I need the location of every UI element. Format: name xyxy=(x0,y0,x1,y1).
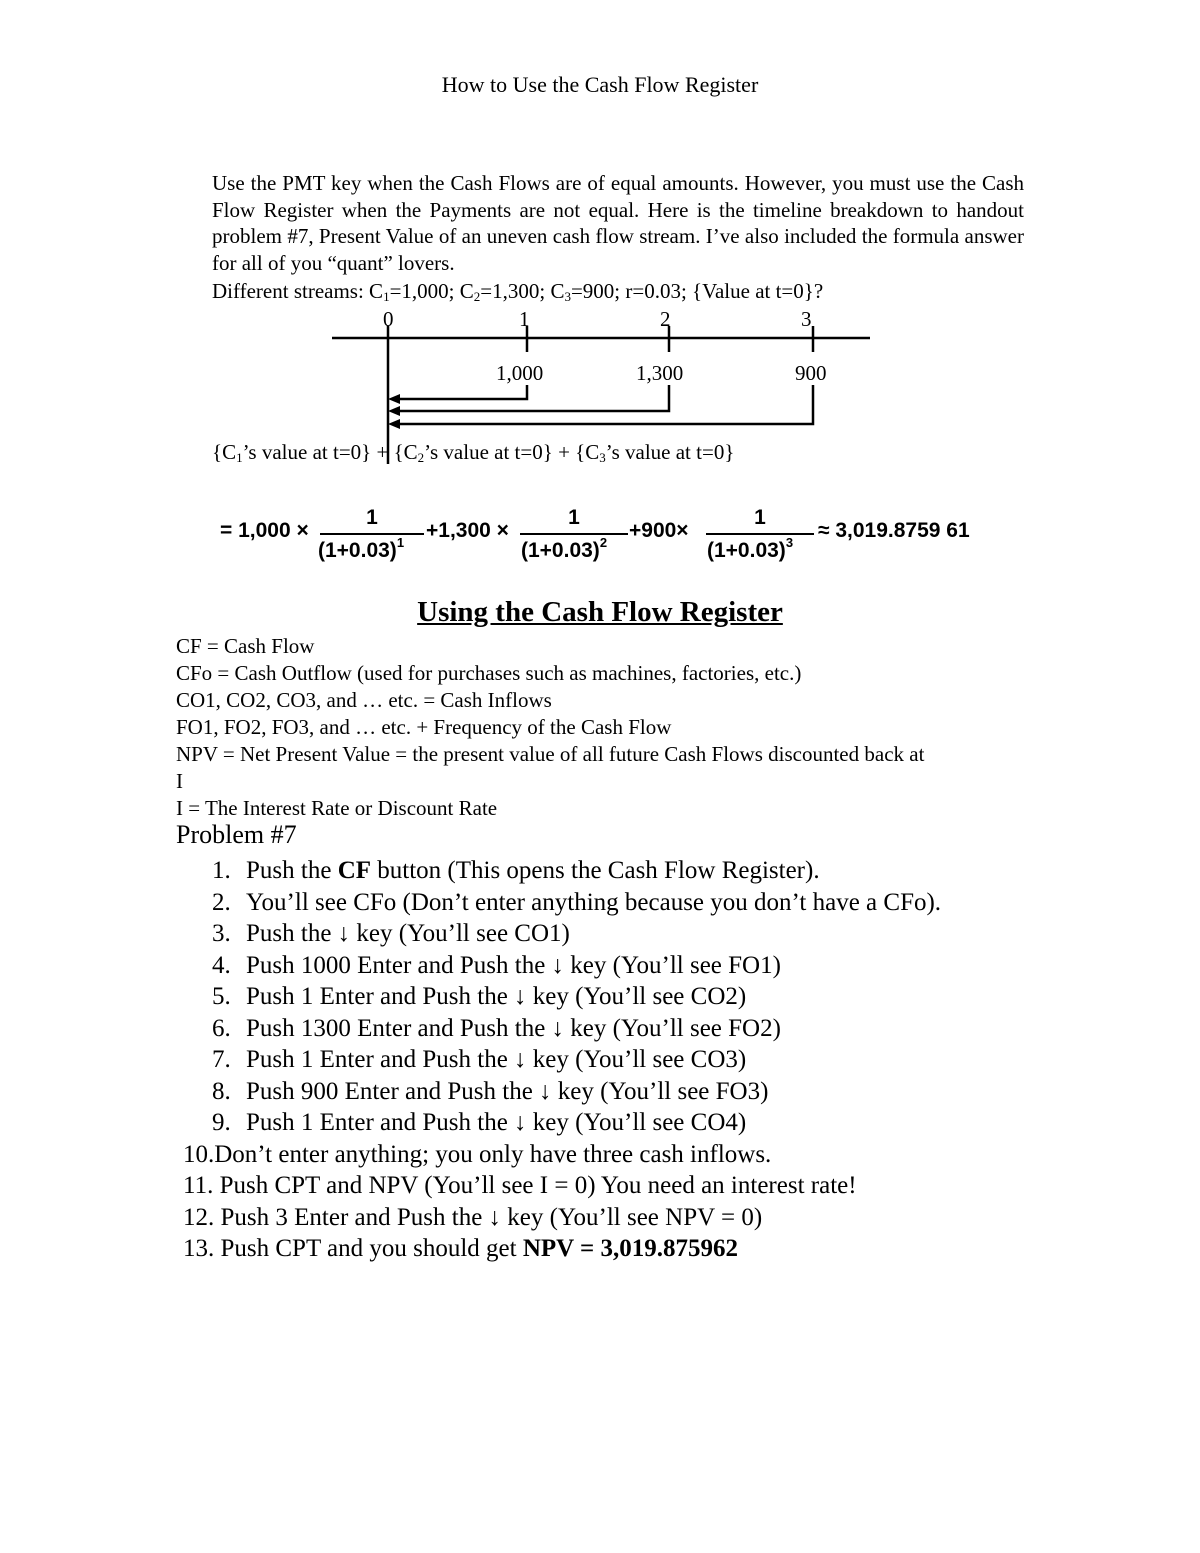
arrowhead-c3 xyxy=(388,419,400,429)
frac2-numerator: 1 xyxy=(568,506,580,529)
step-11: 11. Push CPT and NPV (You’ll see I = 0) You need an interest rate! xyxy=(183,1172,857,1199)
step-7 xyxy=(212,1044,1112,1076)
period-label-1: 1 xyxy=(519,307,530,331)
step-1-text-a: Push the xyxy=(246,857,338,884)
amount-label-1: 1,000 xyxy=(496,361,544,385)
definition-cfo: CFo = Cash Outflow (used for purchases such as machines, factories, etc.) xyxy=(176,661,802,685)
step-5-text: Push 1 Enter and Push the ↓ key (You’ll see CO2) xyxy=(246,983,747,1010)
frac3-numerator: 1 xyxy=(754,506,766,529)
streams-lead: Different streams: C xyxy=(212,279,384,303)
arrow-c1-path xyxy=(394,385,527,399)
step-4-text: Push 1000 Enter and Push the ↓ key (You’ll see FO1) xyxy=(246,951,781,979)
step-8-number: 8. xyxy=(212,1077,231,1105)
step-9-number: 9. xyxy=(212,1109,231,1136)
sum-line xyxy=(212,440,734,465)
frac1-numerator: 1 xyxy=(366,506,378,529)
period-label-3: 3 xyxy=(801,307,812,331)
sum-sub-1: 1 xyxy=(236,450,243,465)
amount-label-3: 900 xyxy=(795,361,827,385)
period-label-2: 2 xyxy=(660,307,671,331)
step-2 xyxy=(212,887,1112,919)
step-3-text: Push the ↓ key (You’ll see CO1) xyxy=(246,920,570,947)
definition-interest: I = The Interest Rate or Discount Rate xyxy=(176,796,498,820)
step-13-npv-bold: NPV = 3,019.875962 xyxy=(522,1235,739,1262)
step-7-number: 7. xyxy=(212,1046,231,1073)
step-2-number: 2. xyxy=(212,888,231,916)
step-6-number: 6. xyxy=(212,1014,231,1042)
frac2-bar xyxy=(520,533,628,535)
section-title: Using the Cash Flow Register xyxy=(417,596,783,628)
problem-title: Problem #7 xyxy=(176,820,297,849)
step-8-text: Push 900 Enter and Push the ↓ key (You’ll see FO3) xyxy=(246,1077,769,1105)
formula-eq: = 1,000 × xyxy=(220,519,309,542)
frac3-denominator xyxy=(707,535,794,563)
frac3-bar xyxy=(706,533,814,535)
step-12: 12. Push 3 Enter and Push the ↓ key (You’ll see NPV = 0) xyxy=(183,1203,763,1231)
sum-part-1: {C xyxy=(212,440,237,464)
step-8 xyxy=(212,1076,1112,1108)
timeline-diagram xyxy=(0,0,1200,480)
sum-part-3: ’s value at t=0} + {C xyxy=(424,440,600,464)
step-5-number: 5. xyxy=(212,983,231,1010)
sum-part-4: ’s value at t=0} xyxy=(605,440,735,464)
step-7-text: Push 1 Enter and Push the ↓ key (You’ll see CO3) xyxy=(246,1046,747,1073)
definition-npv-wrap: I xyxy=(176,769,183,793)
step-1 xyxy=(212,855,1112,887)
step-1-cf-bold: CF xyxy=(337,857,372,884)
step-9 xyxy=(212,1107,1112,1139)
arrowhead-c1 xyxy=(388,394,400,404)
step-2-text: You’ll see CFo (Don’t enter anything because you don’t have a CFo). xyxy=(246,888,942,916)
formula-plus-1300: +1,300 × xyxy=(426,519,509,542)
page-header: How to Use the Cash Flow Register xyxy=(441,72,759,97)
sum-part-2: ’s value at t=0} + {C xyxy=(242,440,418,464)
definition-cf: CF = Cash Flow xyxy=(176,634,315,658)
frac3-den-base: (1+0.03) xyxy=(707,539,786,562)
step-6 xyxy=(212,1013,1112,1045)
step-5 xyxy=(212,981,1112,1013)
step-3-number: 3. xyxy=(212,920,231,947)
step-4-number: 4. xyxy=(212,951,231,979)
period-label-0: 0 xyxy=(383,307,394,331)
frac1-bar xyxy=(320,533,424,535)
amount-label-2: 1,300 xyxy=(636,361,684,385)
step-6-text: Push 1300 Enter and Push the ↓ key (You’ll see FO2) xyxy=(246,1014,781,1042)
step-13 xyxy=(183,1233,1112,1265)
c3-value: =900; r=0.03; {Value at t=0}? xyxy=(570,279,824,303)
c1-value: =1,000; C xyxy=(389,279,474,303)
arrowhead-c2 xyxy=(388,406,400,416)
c3-subscript: 3 xyxy=(564,289,571,304)
formula-plus-900: +900× xyxy=(629,519,689,542)
arrow-c3-path xyxy=(394,385,813,424)
c1-subscript: 1 xyxy=(383,289,390,304)
formula-result: ≈ 3,019.8759 61 xyxy=(818,519,970,542)
frac2-denominator xyxy=(521,535,608,563)
definition-fo: FO1, FO2, FO3, and … etc. + Frequency of the Cash Flow xyxy=(176,715,672,739)
frac1-exponent: 1 xyxy=(396,535,405,550)
frac1-denominator xyxy=(318,535,405,563)
frac2-den-base: (1+0.03) xyxy=(521,539,600,562)
c2-subscript: 2 xyxy=(473,289,481,304)
step-3 xyxy=(212,918,1112,950)
definition-co: CO1, CO2, CO3, and … etc. = Cash Inflows xyxy=(176,688,552,712)
definition-npv: NPV = Net Present Value = the present value of all future Cash Flows discounted back at xyxy=(176,742,925,766)
c2-value: =1,300; C xyxy=(480,279,565,303)
step-1-text-c: button (This opens the Cash Flow Register). xyxy=(371,857,820,884)
frac2-exponent: 2 xyxy=(599,535,608,550)
sum-sub-2: 2 xyxy=(417,450,425,465)
step-1-number: 1. xyxy=(212,857,231,884)
step-9-text: Push 1 Enter and Push the ↓ key (You’ll see CO4) xyxy=(246,1109,747,1136)
intro-paragraph: Use the PMT key when the Cash Flows are of equal amounts. However, you must use the Cash Flow Register when the Payments are not equal. Here is the timeline breakdown to handout problem #7, Present Value of an uneven cash flow stream. I’ve also included the formula answer for all of you “quant” lovers. xyxy=(212,171,1024,275)
step-13-text: 13. Push CPT and you should get xyxy=(183,1235,523,1262)
sum-sub-3: 3 xyxy=(599,450,606,465)
step-10: 10.Don’t enter anything; you only have three cash inflows. xyxy=(183,1140,772,1168)
steps-list xyxy=(183,855,1112,1265)
frac3-exponent: 3 xyxy=(785,535,794,550)
step-4 xyxy=(212,950,1112,982)
frac1-den-base: (1+0.03) xyxy=(318,539,397,562)
